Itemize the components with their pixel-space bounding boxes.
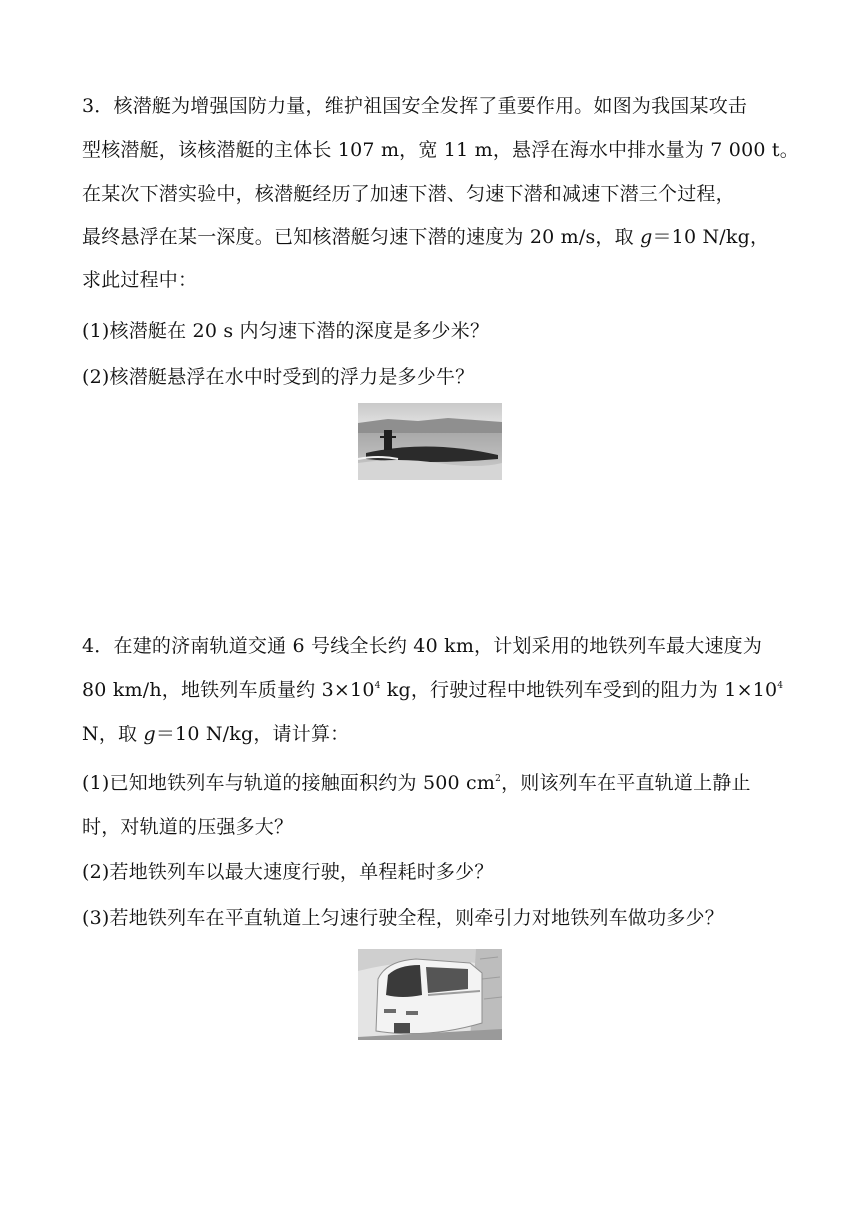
- q4-line-2: [82, 678, 783, 702]
- q4-exponent-b: 4: [777, 681, 784, 691]
- q4-sub1-text-b: ，则该列车在平直轨道上静止: [501, 772, 751, 794]
- q4-subquestion-2: (2)若地铁列车以最大速度行驶，单程耗时多少？: [82, 861, 494, 883]
- q4-line-3-text-b: ＝10 N/kg，请计算：: [155, 723, 350, 745]
- q4-line-3-text-a: N，取: [82, 723, 144, 745]
- q4-subquestion-1: [82, 771, 751, 795]
- q4-line-1: 4．在建的济南轨道交通 6 号线全长约 40 km，计划采用的地铁列车最大速度为: [82, 635, 763, 657]
- q4-g-symbol: g: [143, 723, 156, 745]
- q4-sub1-text-a: (1)已知地铁列车与轨道的接触面积约为 500 cm: [82, 772, 496, 794]
- q3-subquestion-2: (2)核潜艇悬浮在水中时受到的浮力是多少牛？: [82, 366, 475, 388]
- q4-line-2-text-a: 80 km/h，地铁列车质量约 3×10: [82, 679, 375, 701]
- q3-line-3: 在某次下潜实验中，核潜艇经历了加速下潜、匀速下潜和减速下潜三个过程，: [82, 183, 735, 205]
- q3-line-1: 3．核潜艇为增强国防力量，维护祖国安全发挥了重要作用。如图为我国某攻击: [82, 95, 748, 117]
- q4-subquestion-1-cont: 时，对轨道的压强多大？: [82, 816, 294, 838]
- q3-line-4-text-a: 最终悬浮在某一深度。已知核潜艇匀速下潜的速度为 20 m/s，取: [82, 226, 641, 248]
- q4-line-2-text-b: kg，行驶过程中地铁列车受到的阻力为 1×10: [380, 679, 778, 701]
- submarine-photo: [358, 403, 502, 480]
- q3-line-4: [82, 225, 769, 249]
- q4-sub1-exponent: 2: [495, 774, 502, 784]
- q3-line-5: 求此过程中：: [82, 269, 198, 291]
- q3-line-4-text-b: ＝10 N/kg，: [652, 226, 770, 248]
- q3-g-symbol: g: [640, 226, 653, 248]
- q3-line-2: 型核潜艇，该核潜艇的主体长 107 m，宽 11 m，悬浮在海水中排水量为 7 000 t。: [82, 139, 799, 161]
- q4-subquestion-3: (3)若地铁列车在平直轨道上匀速行驶全程，则牵引力对地铁列车做功多少？: [82, 907, 724, 929]
- q3-subquestion-1: (1)核潜艇在 20 s 内匀速下潜的深度是多少米？: [82, 320, 490, 342]
- q4-exponent-a: 4: [374, 681, 381, 691]
- metro-train-photo: [358, 949, 502, 1040]
- q4-line-3: [82, 722, 349, 746]
